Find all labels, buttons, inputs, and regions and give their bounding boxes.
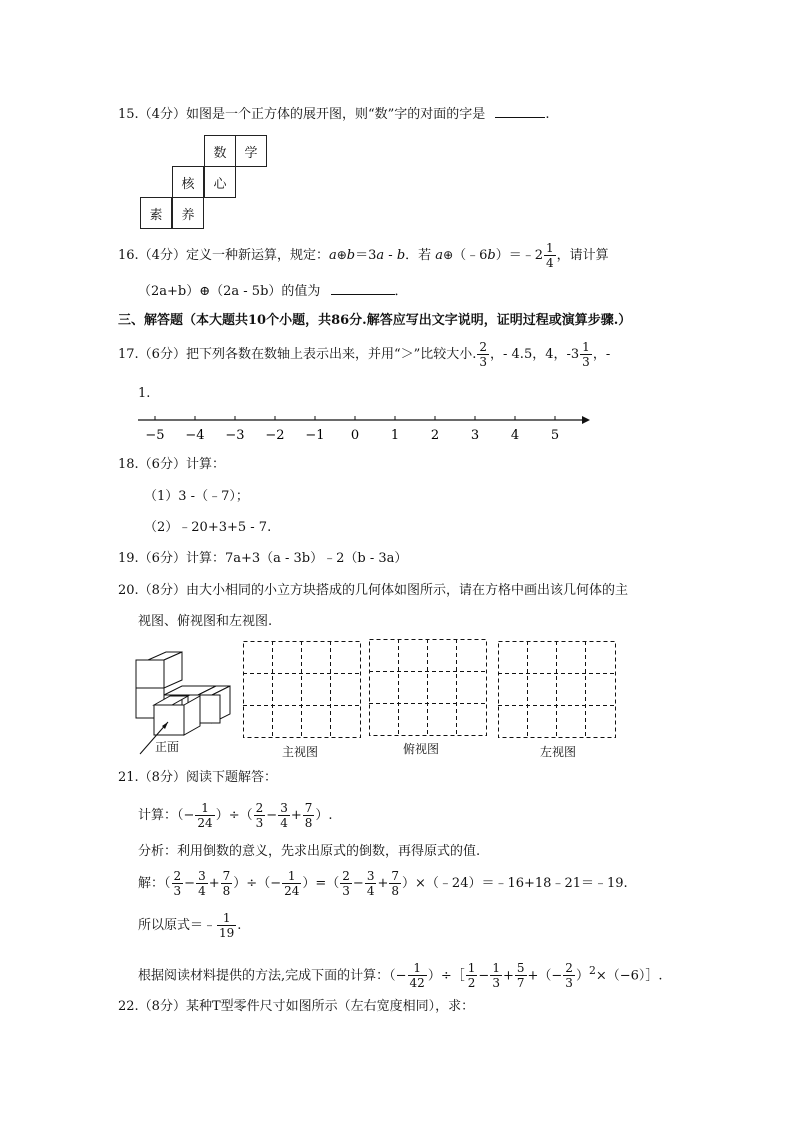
section-3-heading: 三、解答题（本大题共10个小题，共86分.解答应写出文字说明，证明过程或演算步骤.） <box>118 313 632 328</box>
q21-conclusion: 所以原式＝﹣ $\frac{1}{19}$ . <box>138 911 242 940</box>
tick-label: −1 <box>305 428 325 443</box>
q16-fraction: $\frac{1}{4}$ <box>546 241 554 270</box>
q16-answer-blank[interactable] <box>331 281 395 295</box>
tick-label: 1 <box>390 428 400 443</box>
tick-label: 5 <box>550 428 560 443</box>
q18-part1: （1）3 -（﹣7）； <box>144 489 249 504</box>
q21-analysis: 分析：利用倒数的意义，先求出原式的倒数，再得原式的值. <box>138 844 481 859</box>
left-view-label: 左视图 <box>540 745 577 759</box>
tick-label: −5 <box>145 428 165 443</box>
q20-line1: 20.（8分）由大小相同的小立方块搭成的几何体如图所示，请在方格中画出该几何体的主 <box>118 583 628 598</box>
front-label: 正面 <box>155 740 180 754</box>
cube-figure <box>128 650 240 758</box>
tick-label: −4 <box>185 428 205 443</box>
q15-text: 15.（4分）如图是一个正方体的展开图，则“数”字的对面的字是 <box>118 107 486 122</box>
tick-label: −3 <box>225 428 245 443</box>
q15-stem: 15.（4分）如图是一个正方体的展开图，则“数”字的对面的字是 . <box>118 104 550 124</box>
net-cell-xin: 心 <box>204 166 236 198</box>
q18-part2: （2）﹣20+3+5 - 7. <box>144 520 272 535</box>
top-view-grid[interactable] <box>369 639 487 740</box>
q17-stem: 17.（6分）把下列各数在数轴上表示出来，并用“＞”比较大小. $\frac{2}{3}$ ，- 4.5，4，-3 $\frac{1}{3}$ ，- <box>118 340 611 369</box>
q21-title: 21.（8分）阅读下题解答： <box>118 770 277 785</box>
q20-line2: 视图、俯视图和左视图. <box>138 614 273 629</box>
front-view-grid[interactable] <box>243 641 361 742</box>
tick-label: 4 <box>510 428 520 443</box>
top-view-label: 俯视图 <box>403 742 440 756</box>
net-cell-xue: 学 <box>235 135 267 167</box>
q21-solution: 解：（ $\frac{2}{3}$ − $\frac{3}{4}$ + $\frac{7}{8}$ ）÷（− $\frac{1}{24}$ ）=（ $\frac{2}{3}$ − $\frac{3}{4}$ + $\frac{7}{8}$ ）×（﹣24）＝﹣16+18﹣21＝﹣19. <box>138 869 628 898</box>
net-cell-su: 素 <box>140 197 172 229</box>
q15-answer-blank[interactable] <box>495 104 545 118</box>
q21-calc: 计算：（− $\frac{1}{24}$ ）÷（ $\frac{2}{3}$ − $\frac{3}{4}$ + $\frac{7}{8}$ ）. <box>138 801 333 830</box>
tick-label: 3 <box>470 428 480 443</box>
q19-text: 19.（6分）计算：7a+3（a - 3b）﹣2（b - 3a） <box>118 551 408 566</box>
q21-task: 根据阅读材料提供的方法,完成下面的计算：（− $\frac{1}{42}$ ）÷［ $\frac{1}{2}$ − $\frac{1}{3}$ + $\frac{5}{7}$ +（− $\frac{2}{3}$ ）$^2$×（−6）］. <box>138 961 663 991</box>
number-line <box>130 410 600 450</box>
q17-line2: 1. <box>138 386 151 401</box>
tick-label: 2 <box>430 428 440 443</box>
tick-label: −2 <box>265 428 285 443</box>
left-view-grid[interactable] <box>498 641 616 742</box>
q22-text: 22.（8分）某种T型零件尺寸如图所示（左右宽度相同），求： <box>118 999 475 1014</box>
net-cell-he: 核 <box>172 166 204 198</box>
q16-line2: （2a+b）⊕（2a - 5b）的值为 ． <box>138 281 408 301</box>
arrow-icon <box>582 416 590 424</box>
net-cell-yang: 养 <box>172 197 204 229</box>
q16-line1: 16.（4分）定义一种新运算，规定：a⊕b＝3a - b．若 a⊕（﹣6b）＝﹣2 $\frac{1}{4}$ ，请计算 <box>118 241 609 270</box>
tick-label: 0 <box>350 428 360 443</box>
front-view-label: 主视图 <box>282 745 319 759</box>
q18-title: 18.（6分）计算： <box>118 457 225 472</box>
net-cell-shu: 数 <box>204 135 236 167</box>
